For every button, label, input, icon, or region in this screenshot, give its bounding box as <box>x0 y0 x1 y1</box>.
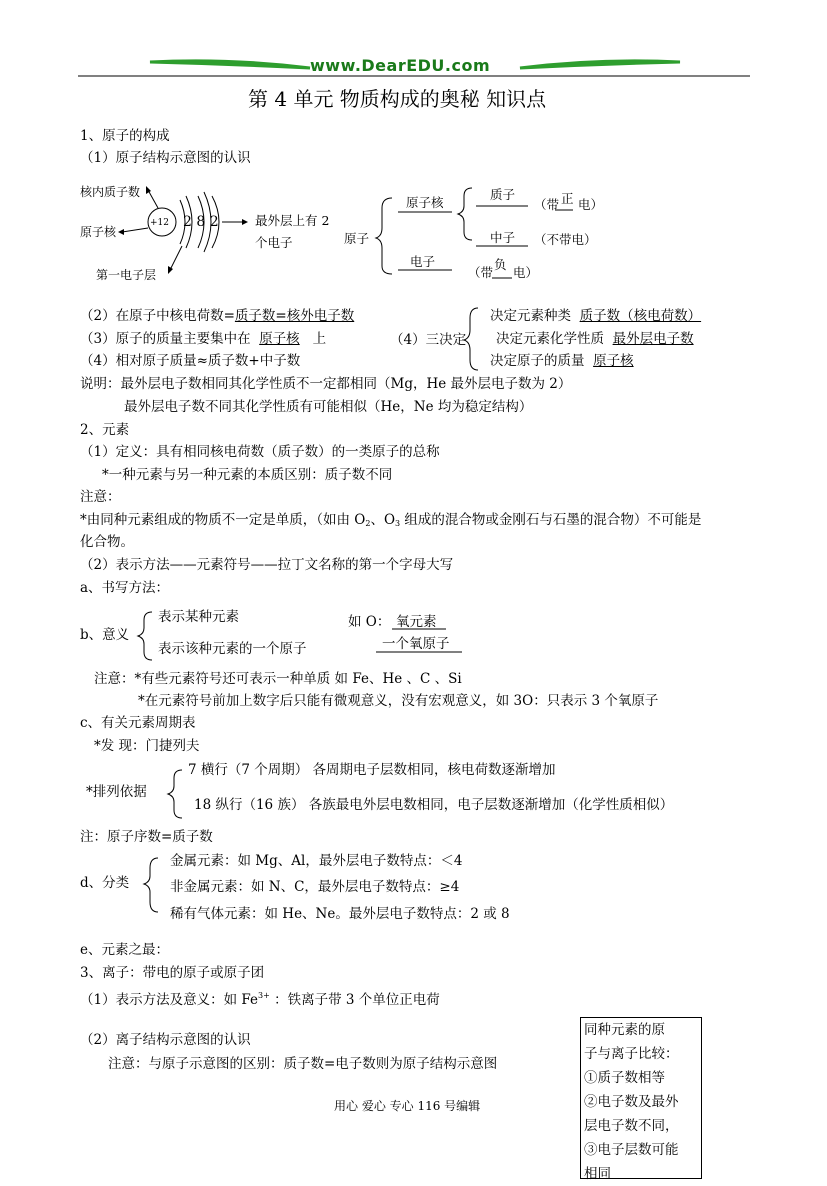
classify-metal: 金属元素：如 Mg、Al，最外层电子数特点：＜4 <box>170 853 463 869</box>
three-row2: 决定元素化学性质 最外层电子数 <box>496 331 694 347</box>
box-line: 子与离子比较： <box>584 1046 679 1062</box>
tree-electron: 电子 <box>410 254 436 269</box>
ion-diagram-heading: （2）离子结构示意图的认识 <box>80 1032 251 1048</box>
meaning-2: 表示该种元素的一个原子 <box>158 641 307 657</box>
element-definition: （1）定义：具有相同核电荷数（质子数）的一类原子的总称 <box>80 444 440 460</box>
oxygen-meaning-2: 一个氧原子 <box>382 636 450 652</box>
box-line: 层电子数不同， <box>584 1118 679 1134</box>
box-line: ①质子数相等 <box>584 1070 665 1086</box>
proton-label: 核内质子数 <box>80 185 141 199</box>
comparison-box <box>580 1017 702 1182</box>
brace-atom <box>376 198 392 274</box>
section1-heading: 1、原子的构成 <box>80 128 170 144</box>
arrow-first-shell <box>170 246 182 270</box>
note1: 说明：最外层电子数相同其化学性质不一定都相同（Mg，He 最外层电子数为 2） <box>80 376 572 392</box>
element-difference: *一种元素与另一种元素的本质区别：质子数不同 <box>102 467 393 483</box>
header-swoosh-right <box>520 61 680 68</box>
three-row1: 决定元素种类 质子数（核电荷数） <box>490 308 702 324</box>
nucleus-label: 原子核 <box>80 225 117 239</box>
atomic-number-note: 注：原子序数=质子数 <box>80 829 213 845</box>
meaning-1: 表示某种元素 <box>158 609 239 625</box>
brace-basis <box>168 770 182 818</box>
box-line: ③电子层数可能 <box>584 1142 679 1158</box>
tree-proton-charge-post: 电） <box>578 197 604 212</box>
note-label: 注意： <box>80 489 121 505</box>
outer-shell-label-2: 个电子 <box>255 235 293 250</box>
section2-heading: 2、元素 <box>80 422 130 438</box>
tree-nucleus: 原子核 <box>406 195 444 210</box>
note2a: 注意：*有些元素符号还可表示一种单质 如 Fe、He 、C 、Si <box>94 671 462 687</box>
first-shell-label: 第一电子层 <box>96 268 157 282</box>
classify-nonmetal: 非金属元素：如 N、C，最外层电子数特点：≥4 <box>170 879 460 895</box>
basis-1: 7 横行（7 个周期） 各周期电子层数相同，核电荷数逐渐增加 <box>188 762 556 778</box>
point2: （2）在原子中核电荷数=质子数=核外电子数 <box>80 308 355 324</box>
box-line: ②电子数及最外 <box>584 1094 679 1110</box>
box-line: 同种元素的原 <box>584 1022 665 1038</box>
header-swoosh-left <box>150 61 310 68</box>
oxygen-example-prefix: 如 O： <box>348 614 391 630</box>
shell-electrons: 2 8 2 <box>183 214 219 230</box>
tree-electron-charge-post: 电） <box>513 265 539 280</box>
note-line1: *由同种元素组成的物质不一定是单质，（如由 $O_2$、$O_3$ 组成的混合物或金刚石与石墨的混合物）不可能是 <box>80 512 702 528</box>
brace-meaning <box>138 612 152 660</box>
ion-diagram-note: 注意：与原子示意图的区别：质子数=电子数则为原子结构示意图 <box>108 1056 498 1072</box>
note2b: *在元素符号前加上数字后只能有微观意义，没有宏观意义，如 3O：只表示 3 个氧原子 <box>138 693 659 709</box>
meaning-label: b、意义 <box>80 627 130 643</box>
page-title: 第 4 单元 物质构成的奥秘 知识点 <box>248 87 547 111</box>
note-line2: 化合物。 <box>80 534 134 550</box>
brace-three <box>464 308 478 370</box>
three-row3: 决定原子的质量 原子核 <box>490 353 634 369</box>
section3-heading: 3、离子：带电的原子或原子团 <box>80 965 265 981</box>
page-footer: 用心 爱心 专心 116 号编辑 <box>334 1099 481 1113</box>
box-line: 相同 <box>584 1166 611 1182</box>
tree-proton: 质子 <box>490 187 516 202</box>
tree-proton-charge-pre: （带 <box>534 197 560 212</box>
brace-nucleus <box>458 188 472 240</box>
note2: 最外层电子数不同其化学性质有可能相似（He，Ne 均为稳定结构） <box>124 399 533 415</box>
classify-label: d、分类 <box>80 875 130 891</box>
arrow-nucleus <box>122 228 148 232</box>
element-superlatives: e、元素之最： <box>80 942 169 958</box>
tree-proton-charge-val: 正 <box>561 191 574 206</box>
point3: （3）原子的质量主要集中在 原子核 上 <box>80 331 327 347</box>
outer-shell-label-1: 最外层上有 2 <box>255 213 330 228</box>
tree-neutron: 中子 <box>490 230 516 245</box>
oxygen-meaning-1: 氧元素 <box>396 614 437 630</box>
tree-electron-charge-val: 负 <box>494 257 507 272</box>
basis-label: *排列依据 <box>86 784 147 800</box>
periodic-discover: *发 现：门捷列夫 <box>94 738 200 754</box>
tree-electron-charge-pre: （带 <box>468 265 494 280</box>
tree-neutron-charge: （不带电） <box>534 232 597 247</box>
arrow-proton <box>148 190 158 208</box>
periodic-heading: c、有关元素周期表 <box>80 715 196 731</box>
three-label: （4）三决定 <box>390 332 467 348</box>
writing-method: a、书写方法： <box>80 580 170 596</box>
point4: （4）相对原子质量≈质子数+中子数 <box>80 353 301 369</box>
representation: （2）表示方法——元素符号——拉丁文名称的第一个字母大写 <box>80 557 454 573</box>
tree-atom: 原子 <box>344 231 370 246</box>
ion-representation: （1）表示方法及意义：如 $Fe^{3+}$ ：铁离子带 3 个单位正电荷 <box>80 991 440 1008</box>
brace-classify <box>144 858 158 912</box>
nucleus-charge: +12 <box>150 218 169 228</box>
basis-2: 18 纵行（16 族） 各族最电外层电数相同，电子层数逐渐增加（化学性质相似） <box>194 797 674 813</box>
header-site-text: www.DearEDU.com <box>310 56 491 75</box>
section1-sub1: （1）原子结构示意图的认识 <box>80 150 251 166</box>
classify-noble: 稀有气体元素：如 He、Ne。最外层电子数特点：2 或 8 <box>170 906 510 922</box>
